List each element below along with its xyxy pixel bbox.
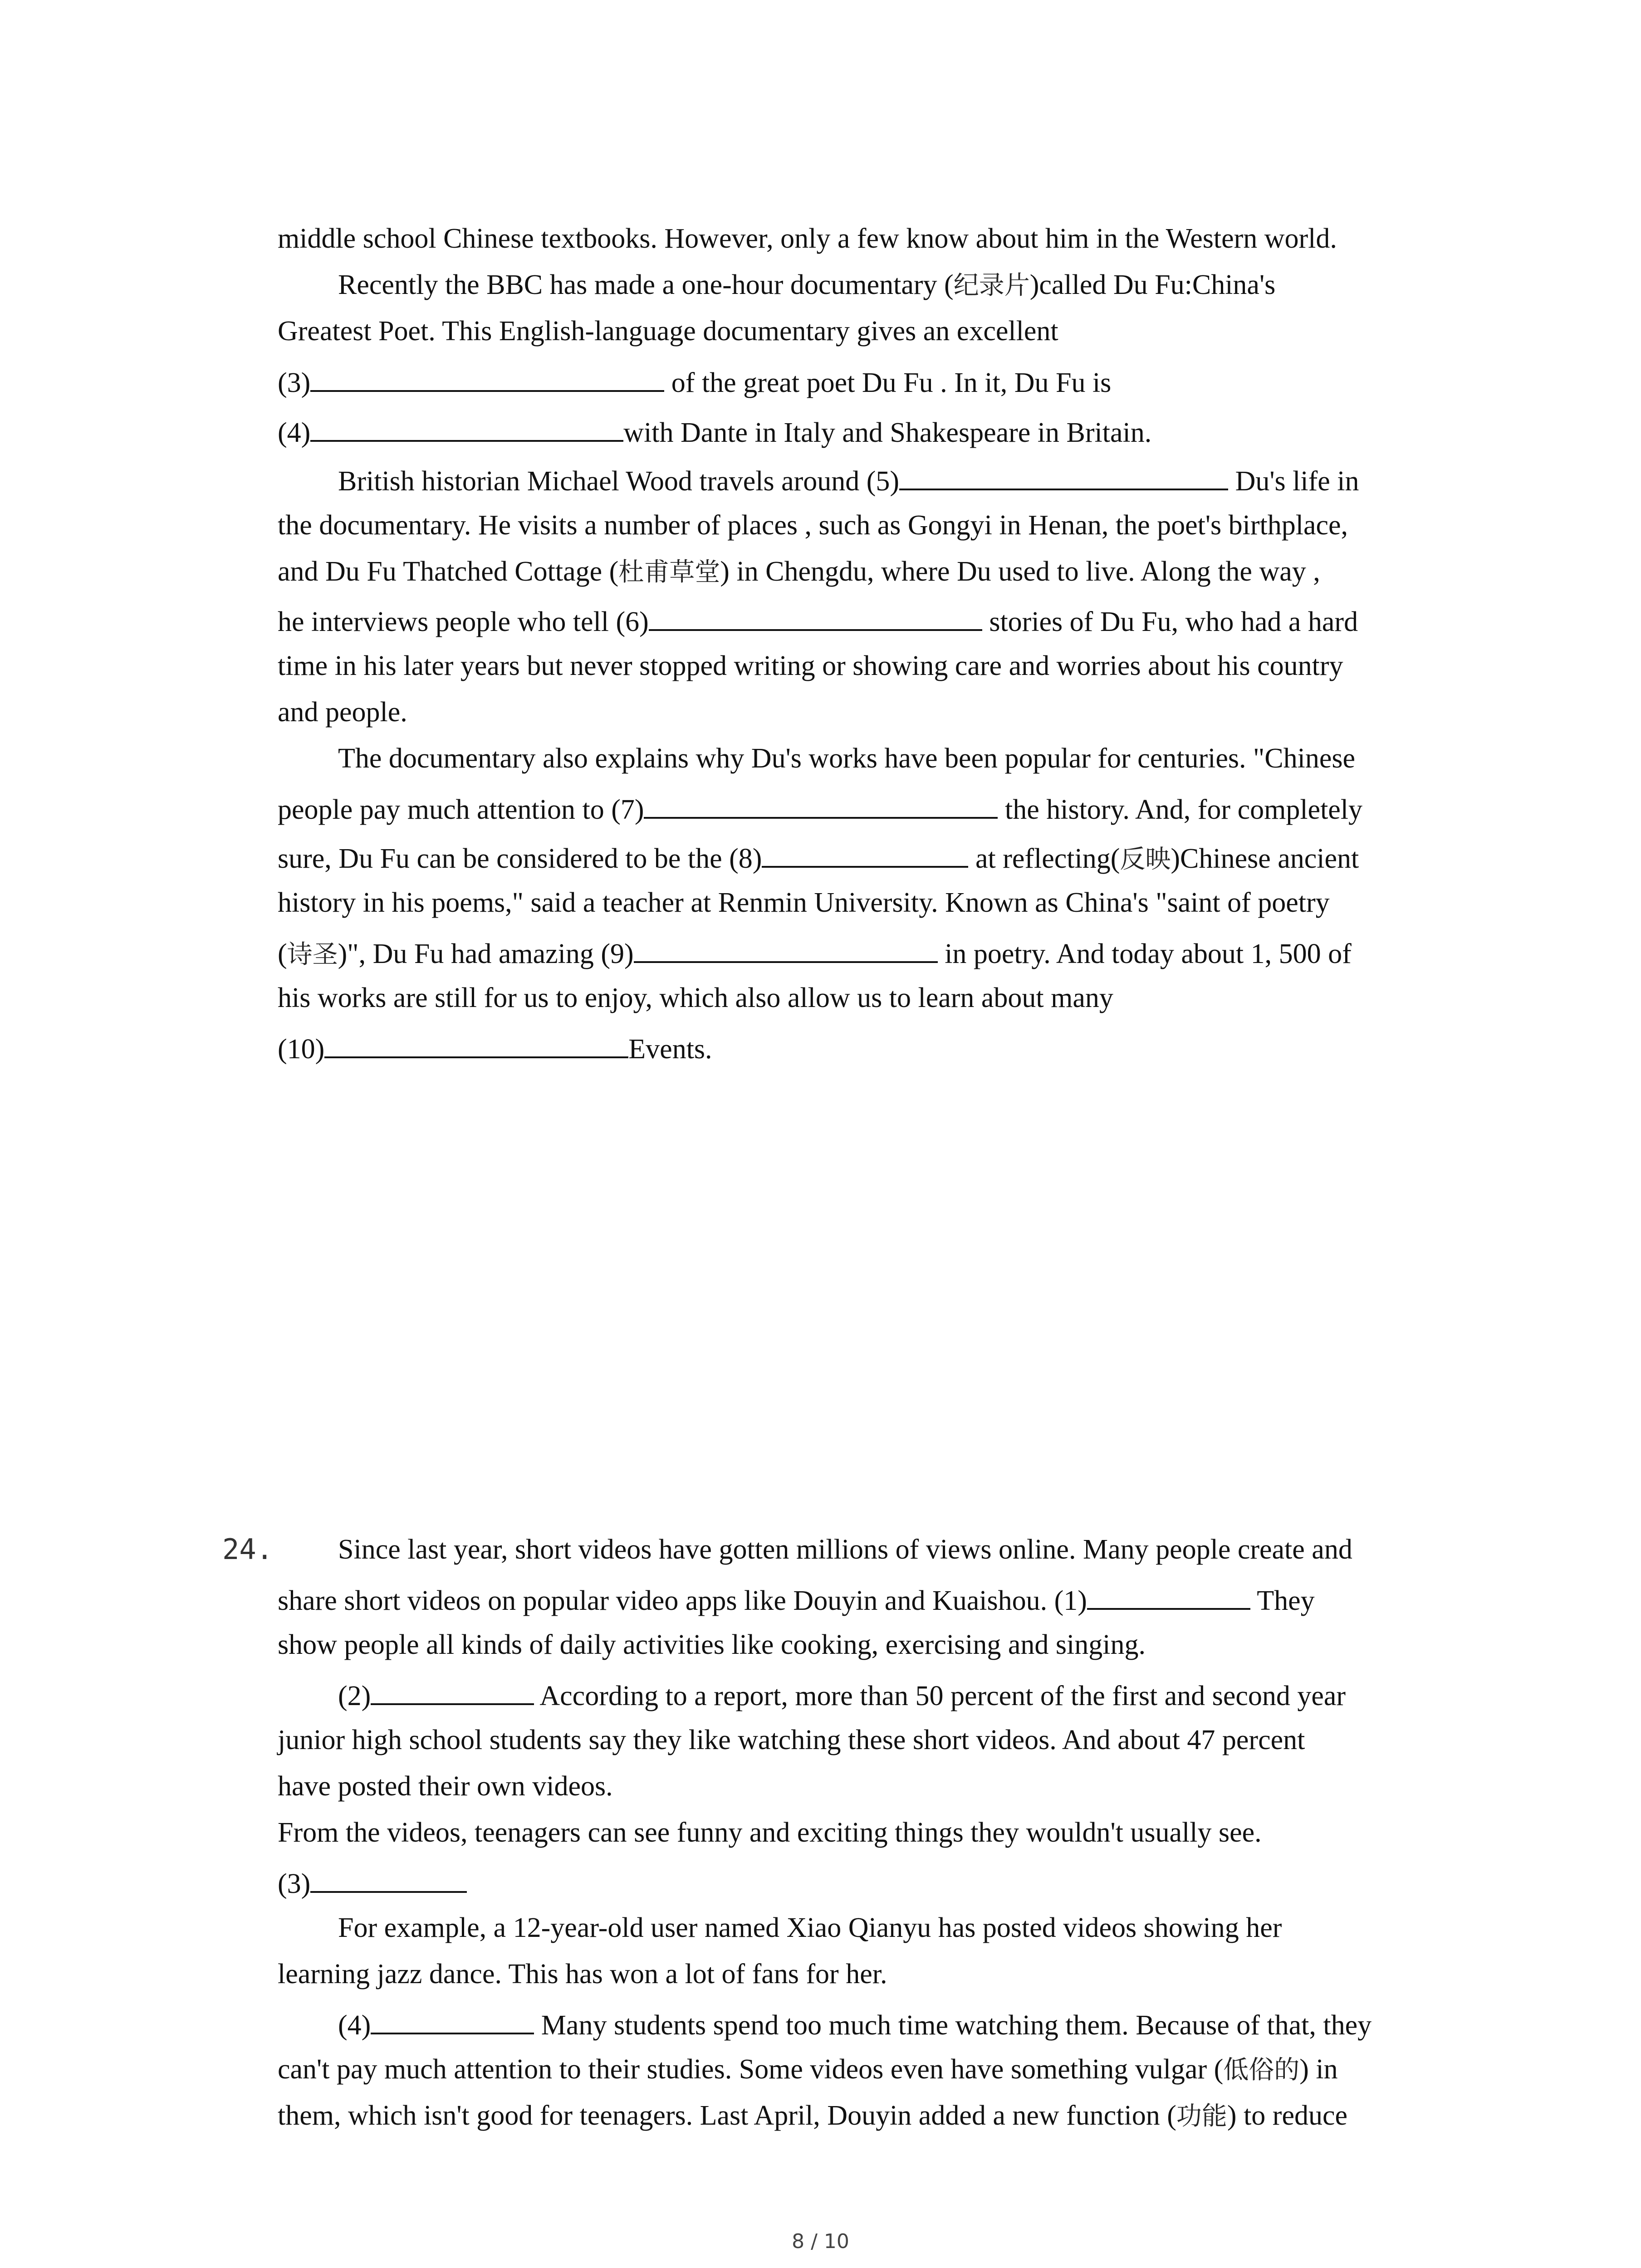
passage-line: sure, Du Fu can be considered to be the (8) at reflecting(反映)Chinese ancient [278,843,1359,874]
answer-blank-3[interactable] [310,367,664,392]
answer-blank-q24-4[interactable] [371,2009,534,2034]
answer-blank-7[interactable] [644,793,998,819]
passage-line: (诗圣)", Du Fu had amazing (9) in poetry. And today about 1, 500 of [278,938,1352,969]
answer-blank-8[interactable] [762,842,968,868]
passage-line: (2) According to a report, more than 50 percent of the first and second year [338,1681,1346,1711]
passage-line: (3) [278,1867,467,1898]
question-number: 24. [222,1533,273,1566]
passage-line: (4) with Dante in Italy and Shakespeare in Britain. [278,417,1152,448]
passage-line: Greatest Poet. This English-language documentary gives an excellent [278,316,1058,347]
passage-line: From the videos, teenagers can see funny and exciting things they wouldn't usually see. [278,1817,1262,1848]
answer-blank-9[interactable] [634,938,938,963]
passage-line: junior high school students say they like watching these short videos. And about 47 percent [278,1725,1305,1755]
passage-line: show people all kinds of daily activities like cooking, exercising and singing. [278,1629,1146,1660]
passage-line: history in his poems," said a teacher at Renmin University. Known as China's "saint of poetry [278,887,1330,918]
chinese-gloss: 纪录片 [953,271,1030,300]
passage-line: Recently the BBC has made a one-hour documentary (纪录片)called Du Fu:China's [338,269,1276,300]
passage-line: have posted their own videos. [278,1771,613,1802]
chinese-gloss: 诗圣 [287,940,338,969]
passage-line: and people. [278,697,407,728]
chinese-gloss: 反映 [1120,845,1171,874]
answer-blank-10[interactable] [324,1033,628,1058]
passage-line: British historian Michael Wood travels around (5) Du's life in [338,466,1359,497]
passage-line: middle school Chinese textbooks. However, only a few know about him in the Western world. [278,223,1337,254]
passage-line: and Du Fu Thatched Cottage (杜甫草堂) in Chengdu, where Du used to live. Along the way , [278,556,1320,587]
passage-line: (3) of the great poet Du Fu . In it, Du Fu is [278,367,1112,398]
passage-line: The documentary also explains why Du's works have been popular for centuries. "Chinese [338,743,1356,774]
passage-line: he interviews people who tell (6) stories of Du Fu, who had a hard [278,606,1358,637]
passage-line: people pay much attention to (7) the history. And, for completely [278,794,1363,825]
passage-line: his works are still for us to enjoy, which also allow us to learn about many [278,982,1113,1013]
answer-blank-6[interactable] [649,606,982,631]
chinese-gloss: 功能 [1176,2102,1227,2131]
passage-line: share short videos on popular video apps like Douyin and Kuaishou. (1) They [278,1585,1315,1616]
passage-line: time in his later years but never stopped writing or showing care and worries about his country [278,650,1343,681]
passage-line: can't pay much attention to their studies. Some videos even have something vulgar (低俗的) in [278,2054,1338,2085]
passage-line: (4) Many students spend too much time watching them. Because of that, they [338,2010,1372,2041]
answer-blank-4[interactable] [310,416,623,442]
page-indicator: 8 / 10 [792,2230,849,2253]
answer-blank-5[interactable] [899,465,1228,490]
answer-blank-q24-1[interactable] [1087,1584,1250,1610]
passage-line: learning jazz dance. This has won a lot of fans for her. [278,1959,887,1989]
passage-line: the documentary. He visits a number of places , such as Gongyi in Henan, the poet's birthplace, [278,510,1348,541]
passage-line: For example, a 12-year-old user named Xiao Qianyu has posted videos showing her [338,1912,1282,1943]
passage-line: (10) Events. [278,1034,712,1065]
chinese-gloss: 低俗的 [1223,2055,1300,2085]
passage-line: them, which isn't good for teenagers. Last April, Douyin added a new function (功能) to reduce [278,2100,1347,2131]
chinese-gloss: 杜甫草堂 [618,557,720,587]
answer-blank-q24-3[interactable] [310,1867,467,1893]
passage-line: Since last year, short videos have gotten millions of views online. Many people create and [338,1534,1352,1565]
answer-blank-q24-2[interactable] [371,1680,534,1705]
